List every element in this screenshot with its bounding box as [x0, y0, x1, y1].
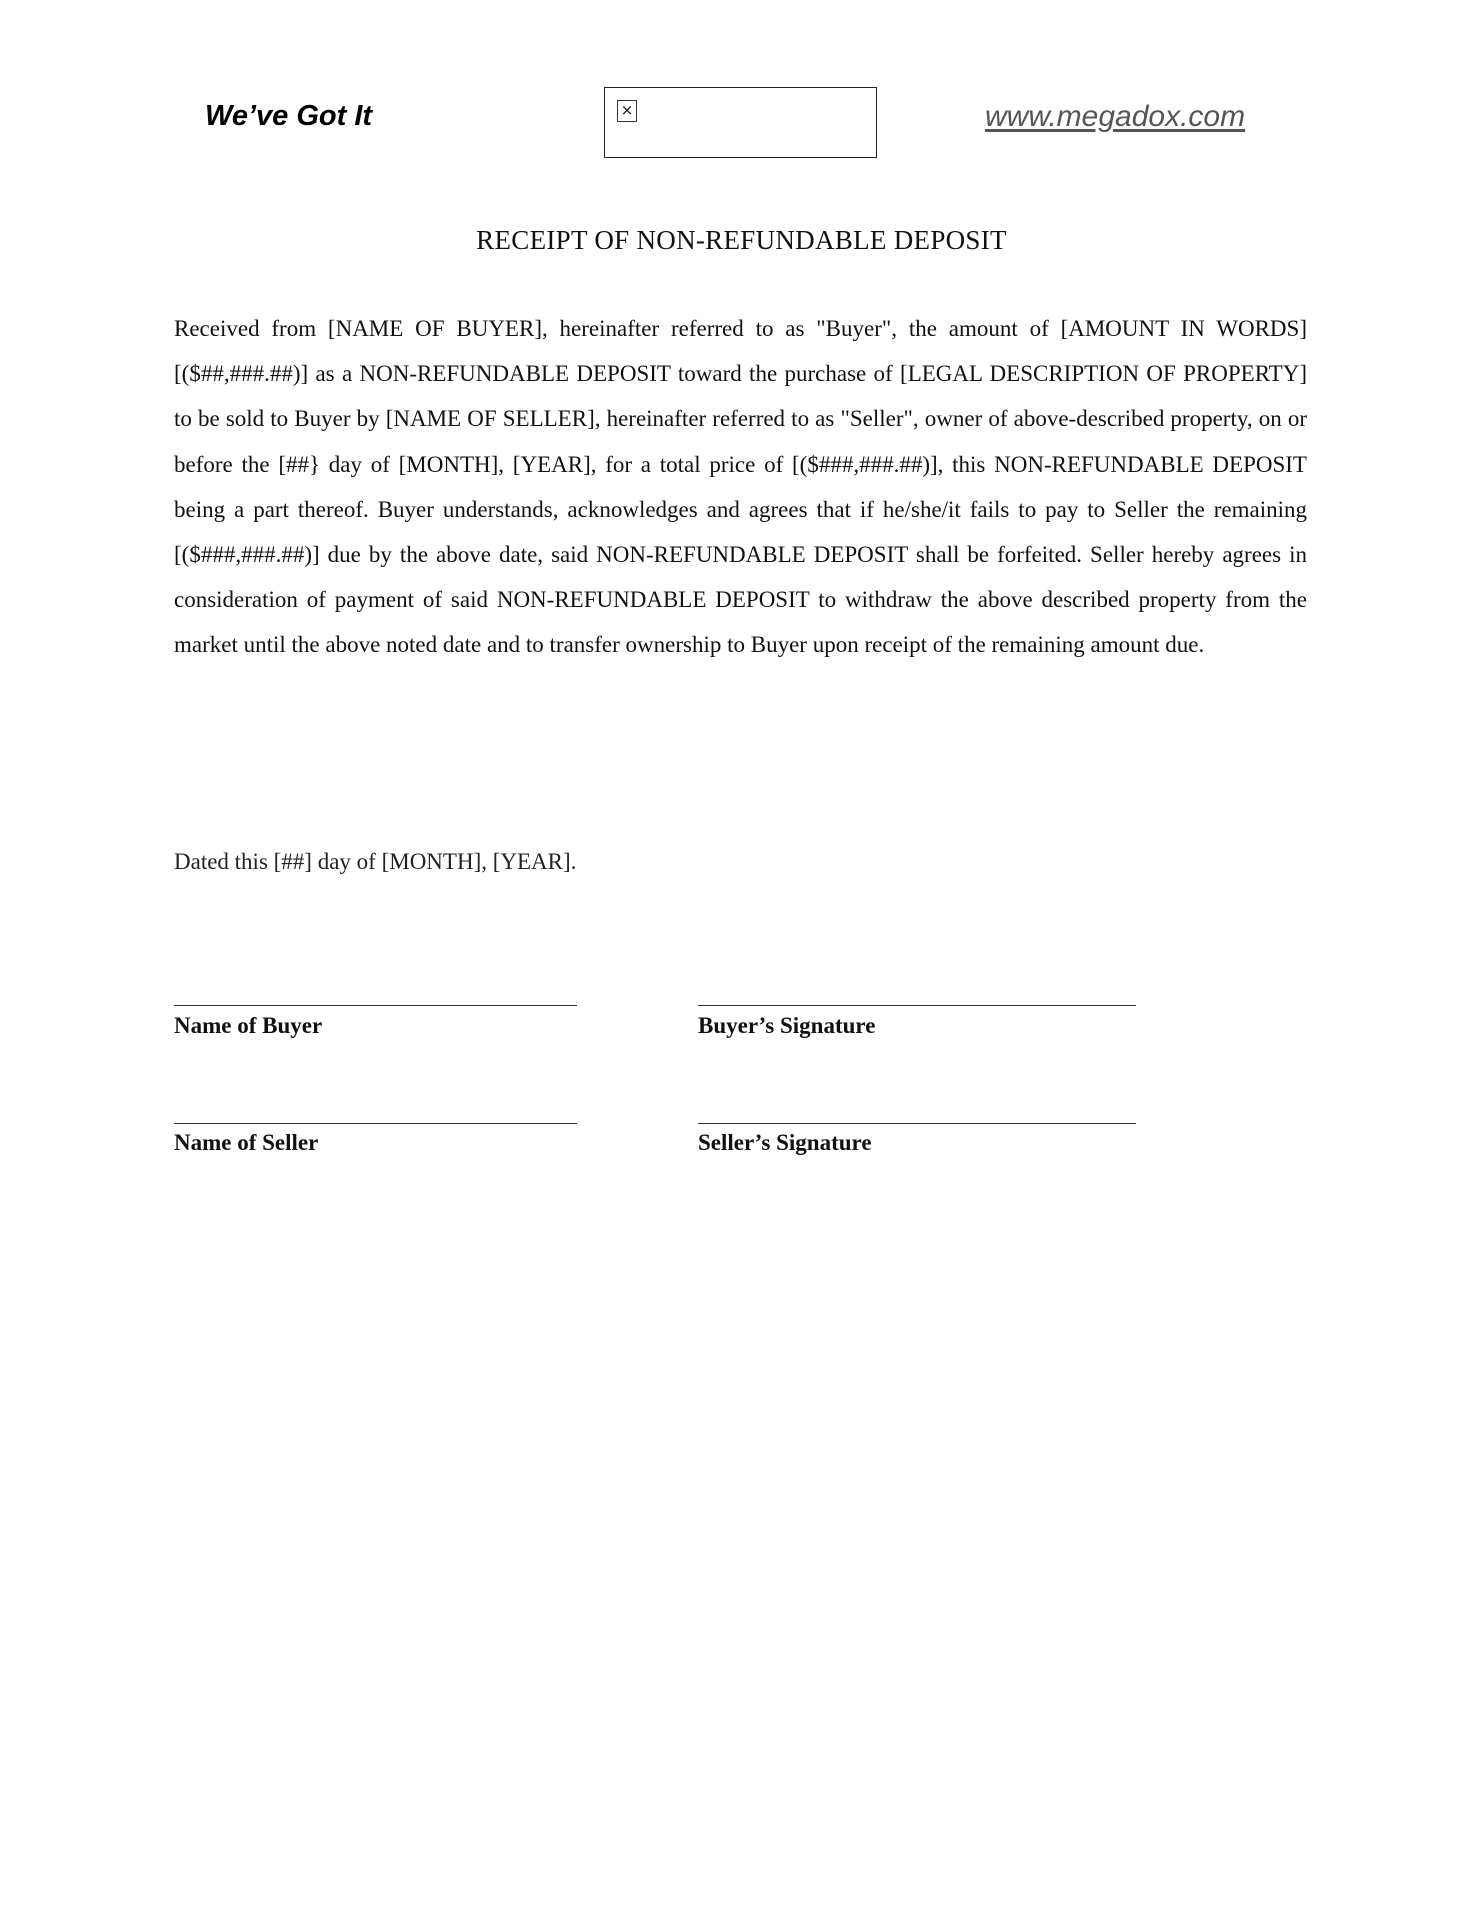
- header-logo-placeholder: [604, 87, 877, 158]
- buyer-signature-label: Buyer’s Signature: [698, 1013, 876, 1038]
- receipt-body-paragraph: Received from [NAME OF BUYER], hereinafter referred to as "Buyer", the amount of [AMOUNT IN WORDS] [($##,###.##)] as a NON-REFUNDABLE DEPOSIT toward the purchase of [LEGAL DESCRIPTION OF PROPERTY] to be sold to Buyer by [NAME OF SELLER], hereinafter referred to as "Seller", owner of above-described property, on or before the [##} day of [MONTH], [YEAR], for a total price of [($###,###.##)], this NON-REFUNDABLE DEPOSIT being a part thereof. Buyer understands, acknowledges and agrees that if he/she/it fails to pay to Seller the remaining [($###,###.##)] due by the above date, said NON-REFUNDABLE DEPOSIT shall be forfeited. Seller hereby agrees in consideration of payment of said NON-REFUNDABLE DEPOSIT to withdraw the above described property from the market until the above noted date and to transfer ownership to Buyer upon receipt of the remaining amount due.: [174, 316, 1307, 658]
- document-title: RECEIPT OF NON-REFUNDABLE DEPOSIT: [476, 225, 1007, 255]
- header-tagline: We’ve Got It: [205, 100, 373, 132]
- buyer-name-label: Name of Buyer: [174, 1013, 323, 1038]
- seller-name-line: [174, 1123, 577, 1124]
- buyer-name-line: [174, 1005, 577, 1006]
- website-link[interactable]: www.megadox.com: [985, 100, 1246, 133]
- dated-line: Dated this [##] day of [MONTH], [YEAR].: [174, 849, 577, 874]
- seller-signature-line: [698, 1123, 1136, 1124]
- buyer-signature-line: [698, 1005, 1136, 1006]
- broken-image-icon: ×: [617, 100, 637, 122]
- seller-signature-label: Seller’s Signature: [698, 1130, 872, 1155]
- seller-name-label: Name of Seller: [174, 1130, 319, 1155]
